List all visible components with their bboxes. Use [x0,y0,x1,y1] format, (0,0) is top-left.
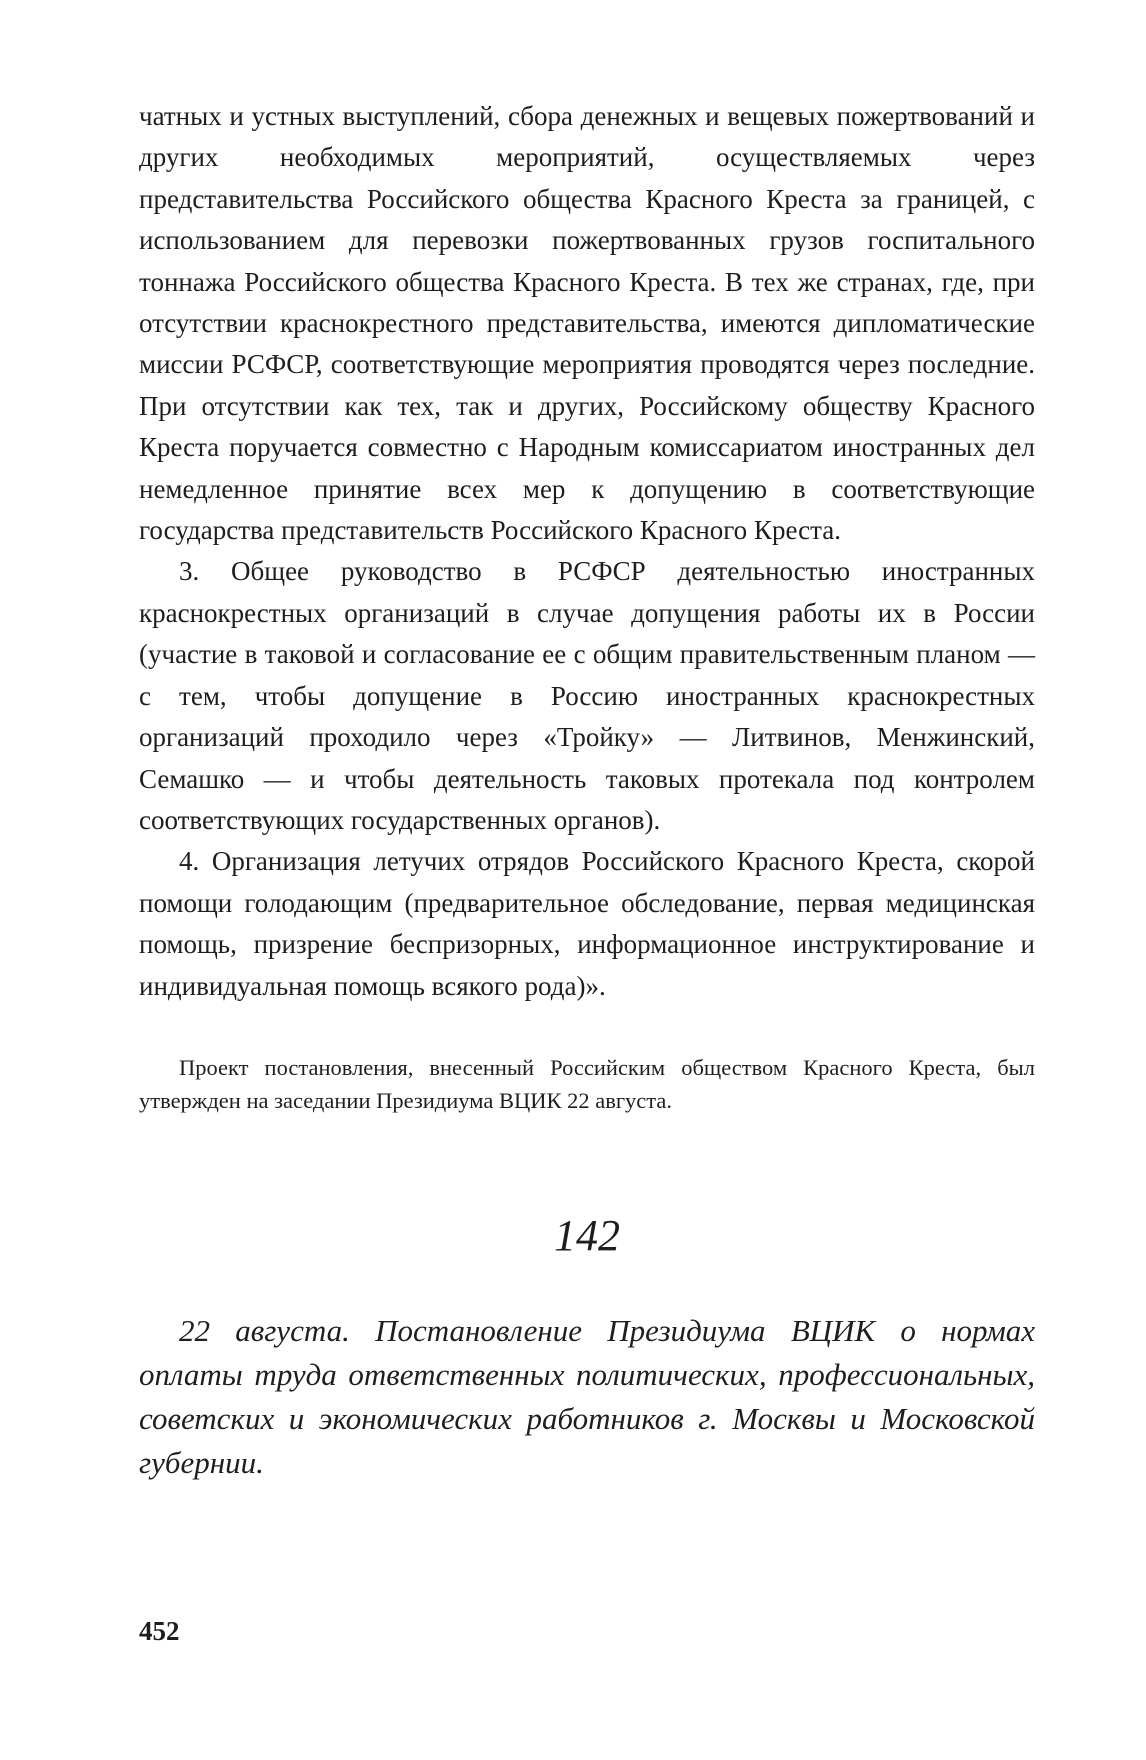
page-content [139,96,1035,1485]
paragraph-continuation: чатных и устных выступлений, сбора денежных и вещевых пожертвований и других необходимых мероприятий, осуществляемых через представительства Российского общества Красного Креста за границей, с использованием для перевозки пожертвованных грузов госпитального тоннажа Российского общества Красного Креста. В тех же странах, где, при отсутствии краснокрестного представительства, имеются дипломатические миссии РСФСР, соответствующие мероприятия проводятся через последние. При отсутствии как тех, так и других, Российскому обществу Красного Креста поручается совместно с Народным комиссариатом иностранных дел немедленное принятие всех мер к допущению в соответствующие государства представительств Российского Красного Креста. [139,101,1035,546]
body-text [139,96,1035,1007]
document-title: 22 августа. Постановление Президиума ВЦИК о нормах оплаты труда ответственных политических, профессиональных, советских и экономических работников г. Москвы и Московской губернии. [139,1312,1035,1480]
paragraph-item-4: 4. Организация летучих отрядов Российского Красного Креста, скорой помощи голодающим (предварительное обследование, первая медицинская помощь, призрение беспризорных, информационное инструктирование и индивидуальная помощь всякого рода)». [139,846,1035,1001]
editorial-note: Проект постановления, внесенный Российским обществом Красного Креста, был утвержден на заседании Президиума ВЦИК 22 августа. [139,1054,1035,1113]
paragraph-item-3: 3. Общее руководство в РСФСР деятельностью иностранных краснокрестных организаций в случае допущения работы их в России (участие в таковой и согласование ее с общим правительственным планом — с тем, чтобы допущение в Россию иностранных краснокрестных организаций проходило через «Тройку» — Литвинов, Менжинский, Семашко — и чтобы деятельность таковых протекала под контролем соответствующих государственных органов). [139,556,1035,835]
page-number: 452 [139,1616,180,1646]
document-number: 142 [554,1210,620,1260]
